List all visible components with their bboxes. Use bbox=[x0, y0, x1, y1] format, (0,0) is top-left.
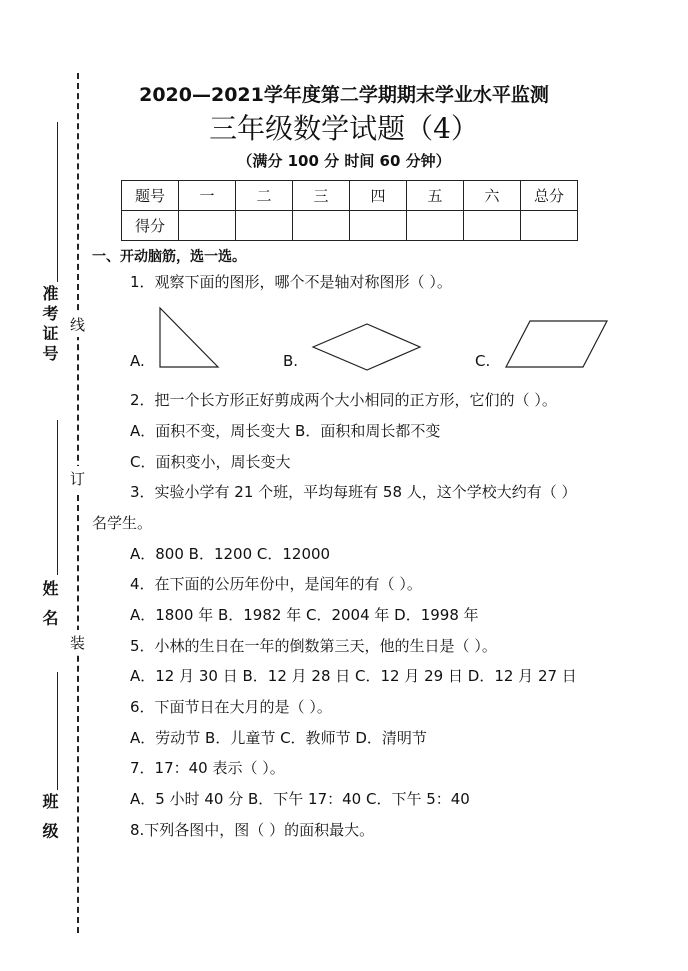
question-6-options: A．劳动节 B．儿童节 C．教师节 D．清明节 bbox=[130, 729, 427, 747]
table-cell: 二 bbox=[236, 181, 293, 211]
right-triangle-icon bbox=[160, 308, 218, 367]
question-7-options: A．5 小时 40 分 B．下午 17：40 C．下午 5：40 bbox=[130, 790, 470, 808]
question-3: 3．实验小学有 21 个班，平均每班有 58 人，这个学校大约有（ ） bbox=[130, 483, 577, 501]
name-write-line bbox=[57, 420, 58, 575]
section-heading: 一、开动脑筋，选一选。 bbox=[92, 249, 246, 265]
table-cell: 一 bbox=[179, 181, 236, 211]
shape-label-a: A. bbox=[130, 352, 145, 370]
binding-char-zhuang: 装 bbox=[70, 630, 85, 655]
table-cell: 题号 bbox=[122, 181, 179, 211]
score-table-score-row bbox=[122, 211, 578, 241]
question-4: 4．在下面的公历年份中，是闰年的有（ ）。 bbox=[130, 575, 422, 593]
score-table-header-row bbox=[122, 181, 578, 211]
table-cell: 三 bbox=[293, 181, 350, 211]
class-write-line bbox=[57, 672, 58, 790]
exam-subject-title: 三年级数学试题（4） bbox=[209, 112, 479, 145]
question-7: 7．17：40 表示（ ）。 bbox=[130, 759, 285, 777]
class-label: 班 级 bbox=[40, 793, 59, 843]
question-3-cont: 名学生。 bbox=[92, 514, 153, 532]
shape-label-b: B. bbox=[283, 352, 299, 370]
score-input-cell[interactable] bbox=[350, 211, 407, 241]
score-input-cell[interactable] bbox=[407, 211, 464, 241]
binding-char-xian: 线 bbox=[70, 312, 85, 337]
table-cell: 总分 bbox=[521, 181, 578, 211]
rhombus-icon bbox=[313, 324, 420, 370]
question-4-options: A．1800 年 B．1982 年 C．2004 年 D．1998 年 bbox=[130, 606, 479, 624]
name-label: 姓 名 bbox=[40, 580, 59, 630]
question-2: 2．把一个长方形正好剪成两个大小相同的正方形，它们的（ ）。 bbox=[130, 391, 557, 409]
shape-label-c: C. bbox=[475, 352, 491, 370]
question-8: 8.下列各图中，图（ ）的面积最大。 bbox=[130, 821, 375, 839]
question-6: 6．下面节日在大月的是（ ）。 bbox=[130, 698, 332, 716]
exam-number-label: 准考证号 bbox=[40, 285, 59, 365]
score-input-cell[interactable] bbox=[464, 211, 521, 241]
table-cell: 四 bbox=[350, 181, 407, 211]
table-cell: 五 bbox=[407, 181, 464, 211]
question-5-options: A．12 月 30 日 B．12 月 28 日 C．12 月 29 日 D．12 月 27 日 bbox=[130, 667, 577, 685]
score-table bbox=[121, 180, 578, 241]
binding-char-ding: 订 bbox=[70, 466, 85, 491]
table-cell: 得分 bbox=[122, 211, 179, 241]
parallelogram-icon bbox=[506, 321, 607, 367]
question-5: 5．小林的生日在一年的倒数第三天，他的生日是（ ）。 bbox=[130, 637, 497, 655]
score-input-cell[interactable] bbox=[293, 211, 350, 241]
question-2-options-ab: A．面积不变，周长变大 B．面积和周长都不变 bbox=[130, 422, 441, 440]
table-cell: 六 bbox=[464, 181, 521, 211]
question-1: 1．观察下面的图形，哪个不是轴对称图形（ ）。 bbox=[130, 273, 452, 291]
question-2-option-c: C．面积变小，周长变大 bbox=[130, 453, 291, 471]
score-input-cell[interactable] bbox=[179, 211, 236, 241]
score-input-cell[interactable] bbox=[521, 211, 578, 241]
question-3-options: A．800 B．1200 C．12000 bbox=[130, 545, 331, 563]
exam-term-title: 2020—2021学年度第二学期期末学业水平监测 bbox=[139, 84, 549, 106]
exam-score-time: （满分 100 分 时间 60 分钟） bbox=[237, 152, 451, 170]
binding-dashed-line bbox=[77, 73, 79, 933]
score-input-cell[interactable] bbox=[236, 211, 293, 241]
